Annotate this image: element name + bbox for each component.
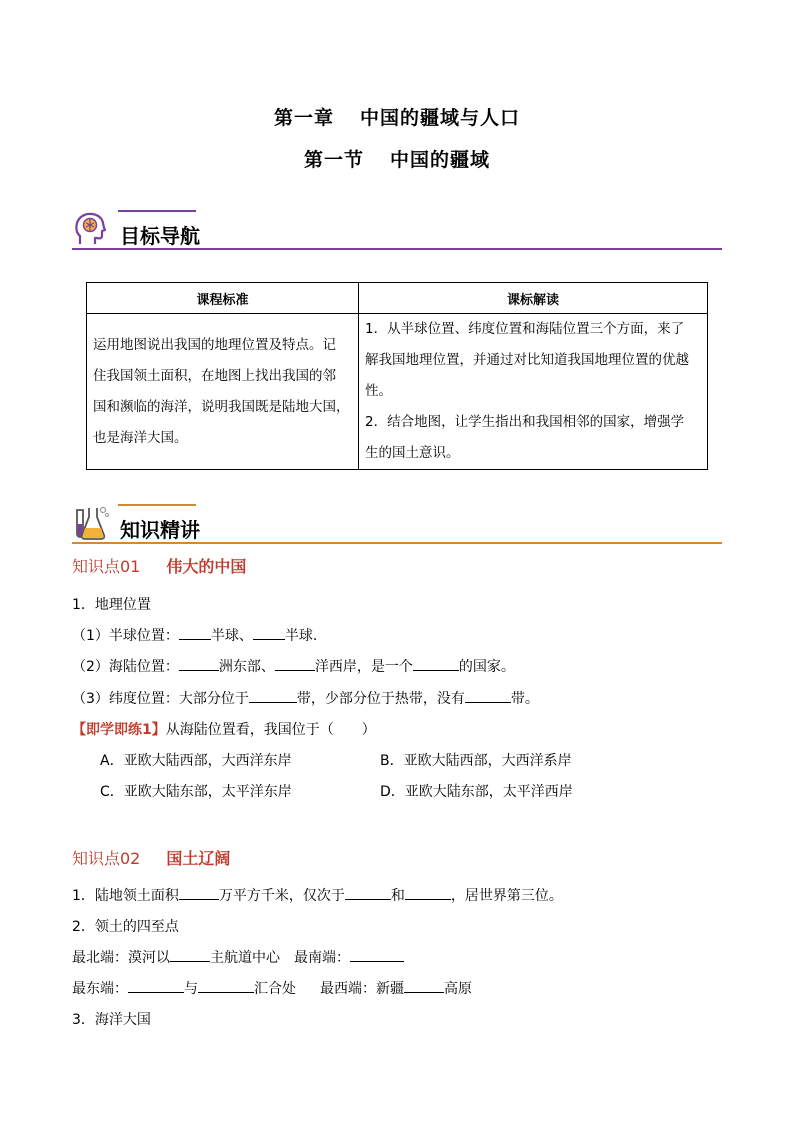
chapter-number: 第一章 xyxy=(273,107,334,129)
text: 半球. xyxy=(284,628,318,644)
text: 最东端： xyxy=(72,981,128,997)
knowledge-point-number: 知识点01 xyxy=(72,557,141,576)
section-number: 第一节 xyxy=(303,149,364,171)
latitude-line xyxy=(72,688,539,708)
interpretation-cell xyxy=(359,314,708,470)
standard-line: 运用地图说出我国的地理位置及特点。记 xyxy=(93,336,336,353)
banner-title: 知识精讲 xyxy=(120,518,200,542)
knowledge-point-title: 国土辽阔 xyxy=(166,849,231,868)
text: 汇合处 xyxy=(254,981,296,997)
option-b[interactable]: B．亚欧大陆西部，大西洋系岸 xyxy=(380,753,572,769)
text: 洋西岸，是一个 xyxy=(314,659,413,675)
lab-flask-icon xyxy=(72,504,110,542)
text: 最西端：新疆 xyxy=(320,981,404,997)
text: 带，少部分位于热带，没有 xyxy=(296,691,465,707)
interpretation-line: 性。 xyxy=(365,383,392,399)
item-geo-position: 1．地理位置 xyxy=(72,597,151,613)
knowledge-point-heading xyxy=(72,846,230,869)
fill-blank[interactable] xyxy=(253,626,285,640)
text: 万平方千米，仅次于 xyxy=(218,888,345,904)
standard-cell xyxy=(87,314,359,470)
text: 洲东部、 xyxy=(218,659,275,675)
fill-blank[interactable] xyxy=(404,979,444,993)
practice-question-text: 从海陆位置看，我国位于（ ） xyxy=(165,722,376,738)
hemisphere-line xyxy=(72,625,317,645)
banner-underline xyxy=(72,542,722,544)
text: （1）半球位置： xyxy=(72,628,179,644)
goal-banner xyxy=(72,210,722,250)
option-a[interactable]: A．亚欧大陆西部，大西洋东岸 xyxy=(100,753,292,769)
text: （2）海陆位置： xyxy=(72,659,179,675)
standard-line: 也是海洋大国。 xyxy=(93,429,188,446)
banner-underline xyxy=(72,248,722,250)
area-line xyxy=(72,885,563,905)
interpretation-line: 解我国地理位置，并通过对比知道我国地理位置的优越 xyxy=(365,352,689,368)
text: 最南端： xyxy=(294,950,350,966)
fill-blank[interactable] xyxy=(275,657,315,671)
text: （3）纬度位置：大部分位于 xyxy=(72,691,249,707)
item-ocean-country: 3．海洋大国 xyxy=(72,1012,151,1028)
interpretation-line: 2．结合地图，让学生指出和我国相邻的国家，增强学 xyxy=(365,414,685,430)
text: 1．陆地领土面积 xyxy=(72,888,179,904)
practice-question xyxy=(72,719,376,739)
text: 与 xyxy=(184,981,198,997)
fill-blank[interactable] xyxy=(405,886,451,900)
standard-line: 住我国领土面积，在地图上找出我国的邻 xyxy=(93,367,336,384)
practice-tag: 【即学即练1】 xyxy=(72,722,166,738)
table-header-interpretation: 课标解读 xyxy=(359,283,708,314)
fill-blank[interactable] xyxy=(345,886,391,900)
interpretation-line: 生的国土意识。 xyxy=(365,445,460,461)
text: 的国家。 xyxy=(458,659,515,675)
text: 和 xyxy=(390,888,405,904)
section-title xyxy=(0,145,794,172)
standard-line: 国和濒临的海洋，说明我国既是陆地大国， xyxy=(93,398,350,415)
knowledge-point-number: 知识点02 xyxy=(72,849,141,868)
chapter-name: 中国的疆域与人口 xyxy=(360,107,521,129)
sealand-line xyxy=(72,656,515,676)
text: 带。 xyxy=(510,691,539,707)
knowledge-banner xyxy=(72,504,722,544)
fill-blank[interactable] xyxy=(179,886,219,900)
banner-topline xyxy=(118,210,196,212)
fill-blank[interactable] xyxy=(170,948,210,962)
fill-blank[interactable] xyxy=(179,657,219,671)
text: 半球、 xyxy=(210,628,253,644)
east-west-line xyxy=(72,978,472,998)
fill-blank[interactable] xyxy=(179,626,211,640)
section-name: 中国的疆域 xyxy=(390,149,491,171)
fill-blank[interactable] xyxy=(350,948,404,962)
text: ，居世界第三位。 xyxy=(450,888,563,904)
option-c[interactable]: C．亚欧大陆东部，太平洋东岸 xyxy=(100,784,292,800)
banner-topline xyxy=(118,504,196,506)
fill-blank[interactable] xyxy=(249,689,297,703)
text: 主航道中心 xyxy=(210,950,280,966)
head-brain-icon xyxy=(72,210,110,248)
text: 高原 xyxy=(444,981,472,997)
item-extreme-points: 2．领土的四至点 xyxy=(72,919,179,935)
banner-title: 目标导航 xyxy=(120,224,200,248)
fill-blank[interactable] xyxy=(198,979,254,993)
text: 最北端：漠河以 xyxy=(72,950,170,966)
north-south-line xyxy=(72,947,404,967)
knowledge-point-title: 伟大的中国 xyxy=(166,557,247,576)
fill-blank[interactable] xyxy=(465,689,511,703)
standards-table xyxy=(86,282,708,470)
fill-blank[interactable] xyxy=(128,979,184,993)
knowledge-point-heading xyxy=(72,554,246,577)
interpretation-line: 1．从半球位置、纬度位置和海陆位置三个方面，来了 xyxy=(365,321,685,337)
fill-blank[interactable] xyxy=(413,657,459,671)
table-header-standard: 课程标准 xyxy=(87,283,359,314)
option-d[interactable]: D．亚欧大陆东部，太平洋西岸 xyxy=(380,784,573,800)
chapter-title xyxy=(0,103,794,130)
